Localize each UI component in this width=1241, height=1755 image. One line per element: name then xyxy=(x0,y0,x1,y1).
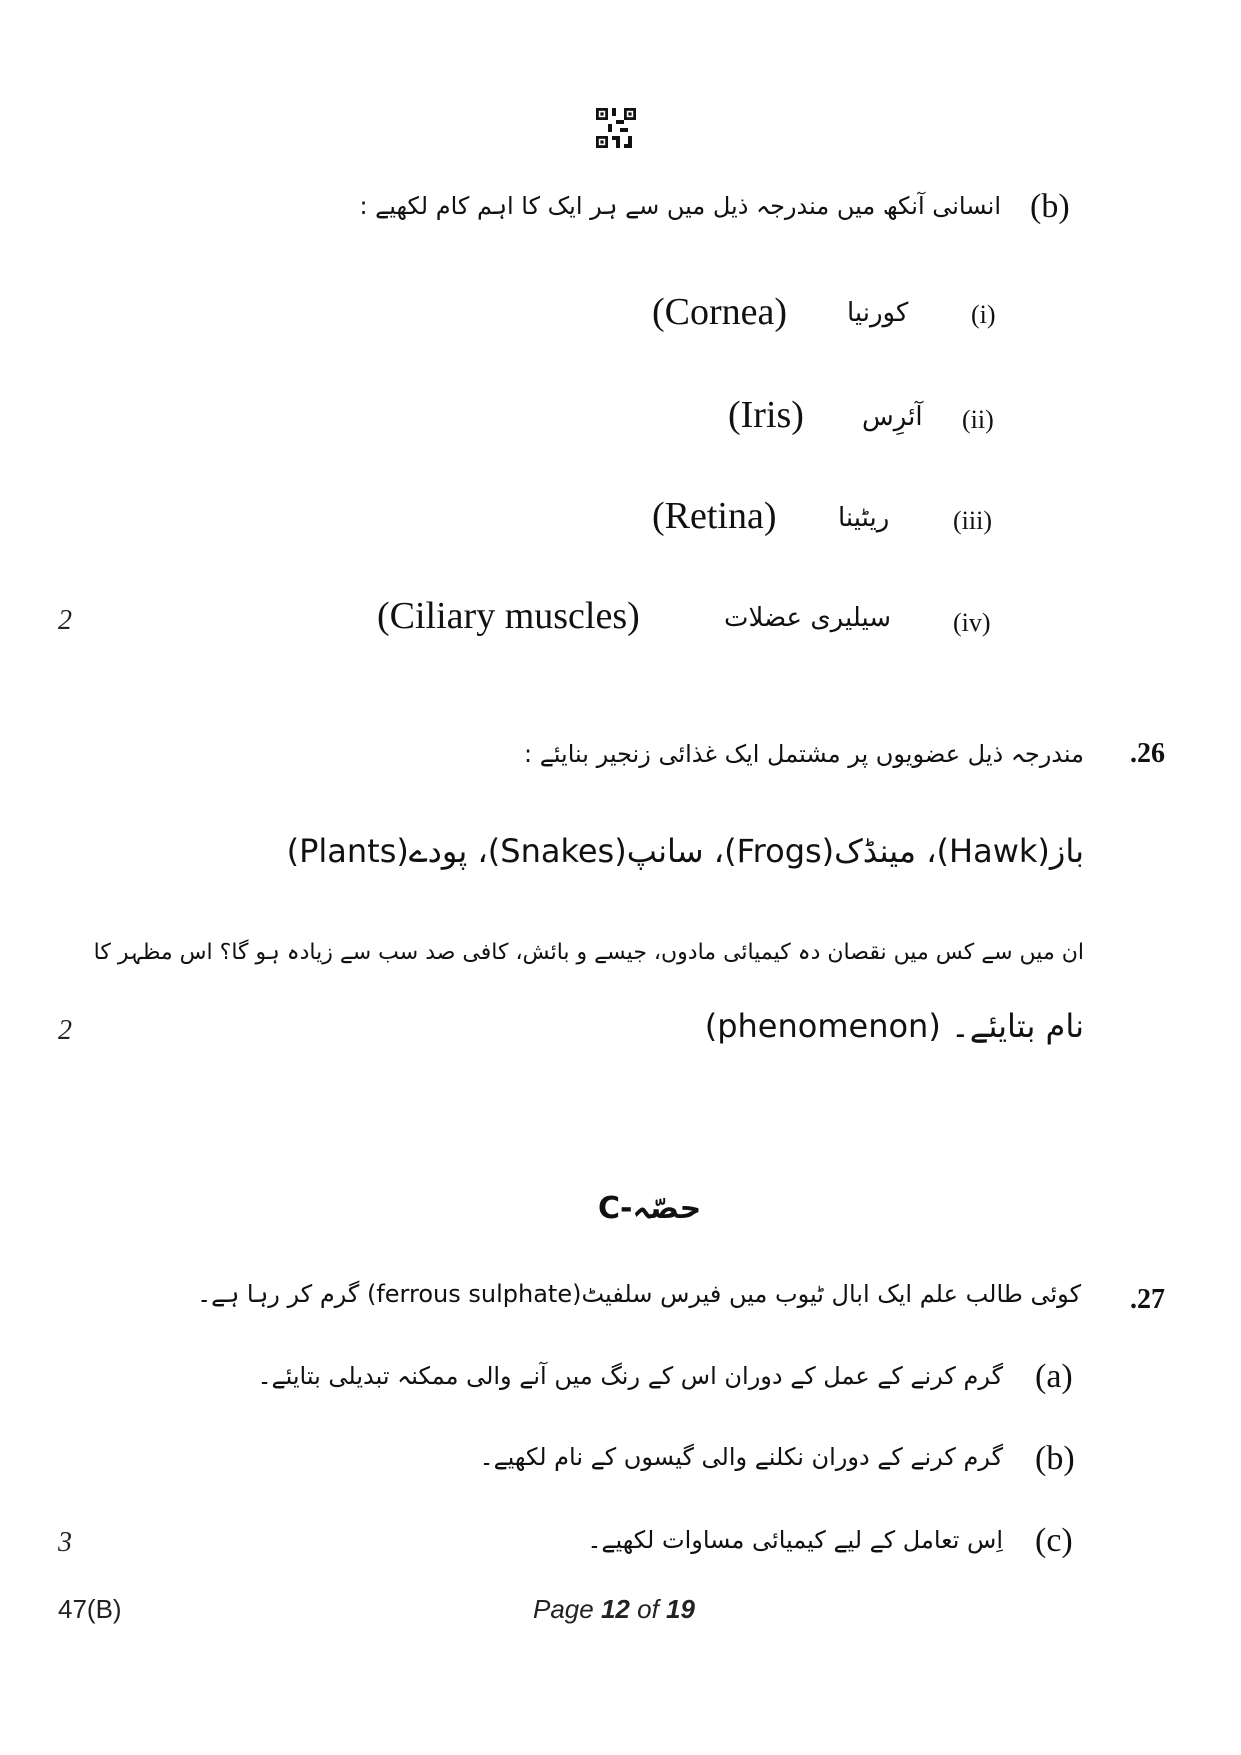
q26-number: .26 xyxy=(1130,738,1165,769)
q26-question-line-1: ان میں سے کس میں نقصان دہ کیمیائی مادوں، جیسے و بائش، کافی صد سب سے زیادہ ہو گا؟ اس مظہر کا xyxy=(93,940,1084,965)
q27-part-c-label: (c) xyxy=(1035,1522,1073,1559)
q25b-stem: انسانی آنکھ میں مندرجہ ذیل میں سے ہر ایک کا اہم کام لکھیے : xyxy=(359,192,1001,220)
q27-marks: 3 xyxy=(58,1527,72,1558)
q25b-item-3-num: (iii) xyxy=(953,506,992,535)
q25b-item-4-urdu: سیلیری عضلات xyxy=(724,603,892,633)
page-total: 19 xyxy=(666,1594,695,1624)
page-of: of xyxy=(637,1594,659,1624)
q27-number: .27 xyxy=(1130,1284,1165,1315)
q27-stem: کوئی طالب علم ایک ابال ٹیوب میں فیرس سلفیٹ(ferrous sulphate) گرم کر رہا ہے۔ xyxy=(197,1280,1081,1308)
q27-part-a-label: (a) xyxy=(1035,1358,1073,1395)
q25b-item-1-urdu: کورنیا xyxy=(847,298,909,328)
section-c-heading: حصّہ-C xyxy=(598,1191,702,1226)
q25b-item-4-english: (Ciliary muscles) xyxy=(377,595,640,637)
page-number: 12 xyxy=(600,1594,630,1624)
q25b-item-1-num: (i) xyxy=(971,300,996,329)
q25b-label: (b) xyxy=(1030,188,1070,225)
paper-code: 47(B) xyxy=(58,1594,122,1624)
qr-code-icon xyxy=(596,108,636,148)
page-prefix: Page xyxy=(533,1594,594,1624)
q25b-item-2-urdu: آئرِس xyxy=(862,402,923,432)
q27-part-b-text: گرم کرنے کے دوران نکلنے والی گیسوں کے نام لکھیے۔ xyxy=(479,1443,1003,1471)
q25b-item-2-num: (ii) xyxy=(962,405,994,434)
q27-part-b-label: (b) xyxy=(1035,1440,1075,1477)
q26-organisms: باز(Hawk)، مینڈک(Frogs)، سانپ(Snakes)، پودے(Plants) xyxy=(286,832,1084,870)
q25b-item-2-english: (Iris) xyxy=(728,394,804,436)
q25b-item-3-urdu: ریٹینا xyxy=(838,503,890,533)
q26-stem: مندرجہ ذیل عضویوں پر مشتمل ایک غذائی زنجیر بنایئے : xyxy=(524,740,1084,768)
q27-part-c-text: اِس تعامل کے لیے کیمیائی مساوات لکھیے۔ xyxy=(587,1526,1003,1554)
q26-question-line-2: (phenomenon) نام بتایئے۔ xyxy=(704,1007,1084,1045)
q25b-item-3-english: (Retina) xyxy=(652,495,777,537)
q25b-item-4-num: (iv) xyxy=(953,608,991,637)
q27-part-a-text: گرم کرنے کے عمل کے دوران اس کے رنگ میں آنے والی ممکنہ تبدیلی بتایئے۔ xyxy=(257,1362,1003,1390)
q25b-marks: 2 xyxy=(58,605,72,636)
q25b-item-1-english: (Cornea) xyxy=(652,291,788,333)
q26-marks: 2 xyxy=(58,1015,72,1046)
page-indicator xyxy=(533,1594,695,1625)
